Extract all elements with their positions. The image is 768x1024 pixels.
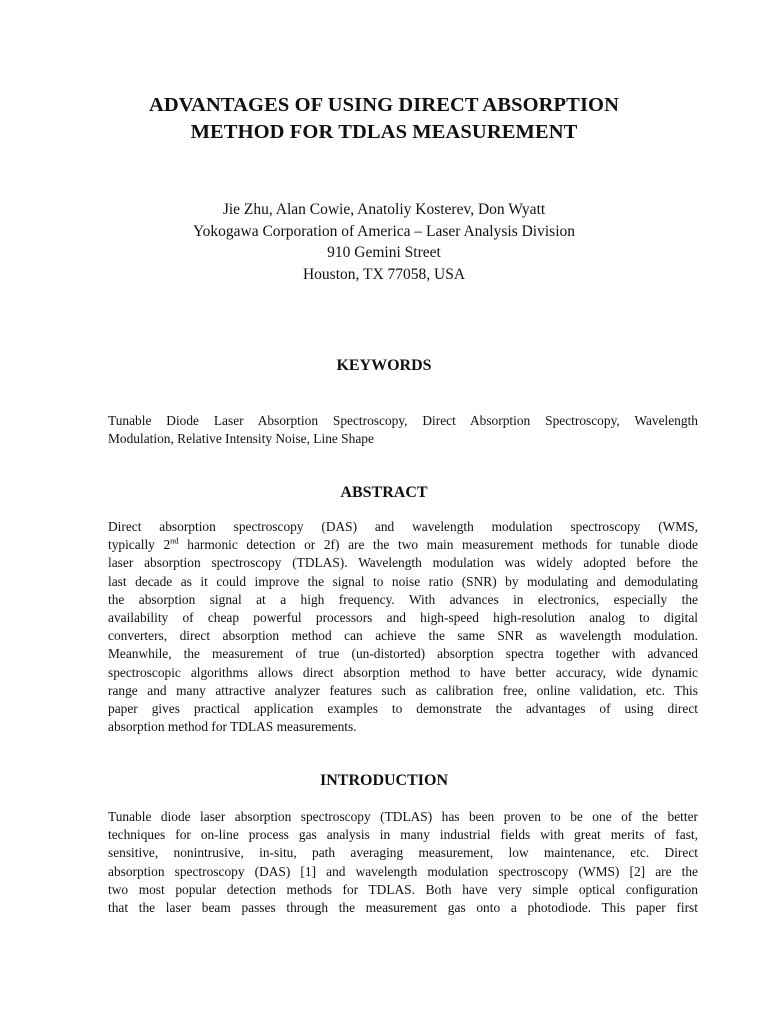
abstract-heading: ABSTRACT: [340, 484, 428, 501]
author-names: Jie Zhu, Alan Cowie, Anatoliy Kosterev, Don Wyatt: [222, 201, 546, 218]
text-line: Meanwhile, the measurement of true (un-distorted) absorption spectra together with advanced: [108, 646, 698, 662]
text-line: Modulation, Relative Intensity Noise, Line Shape: [108, 431, 374, 447]
text-line: Tunable Diode Laser Absorption Spectroscopy, Direct Absorption Spectroscopy, Wavelength: [108, 413, 698, 428]
text-line: two most popular detection methods for TDLAS. Both have very simple optical configuration: [108, 881, 698, 897]
superscript: nd: [170, 535, 179, 546]
text-line: techniques for on-line process gas analysis in many industrial fields with great merits of fast,: [108, 827, 698, 843]
text-line: Direct absorption spectroscopy (DAS) and wavelength modulation spectroscopy (WMS,: [108, 519, 698, 534]
introduction-heading: INTRODUCTION: [319, 772, 448, 789]
keywords-text: [108, 412, 698, 448]
author-affiliation: Yokogawa Corporation of America – Laser Analysis Division: [193, 222, 575, 240]
abstract-text: [108, 518, 698, 736]
text-line: sensitive, nonintrusive, in-situ, path averaging measurement, low maintenance, etc. Direct: [108, 845, 698, 861]
text-line: availability of cheap powerful processors and high-speed high-resolution analog to digital: [108, 609, 698, 625]
introduction-text: [108, 808, 698, 917]
text-line: Tunable diode laser absorption spectroscopy (TDLAS) has been proven to be one of the better: [108, 809, 698, 824]
title-line-2: METHOD FOR TDLAS MEASUREMENT: [190, 121, 578, 143]
text-line: absorption spectroscopy (DAS) [1] and wavelength modulation spectroscopy (WMS) [2] are the: [108, 863, 698, 879]
text-line: laser absorption spectroscopy (TDLAS). Wavelength modulation was widely adopted before the: [108, 555, 698, 571]
text-line: range and many attractive analyzer features such as calibration free, online validation, etc. This: [108, 682, 698, 698]
title-line-1: ADVANTAGES OF USING DIRECT ABSORPTION: [149, 94, 619, 116]
text-line: the absorption signal at a high frequency. With advances in electronics, especially the: [108, 591, 698, 607]
text-line: last decade as it could improve the signal to noise ratio (SNR) by modulating and demodulating: [108, 573, 698, 589]
text-line: that the laser beam passes through the measurement gas onto a photodiode. This paper first: [108, 899, 698, 915]
author-city: Houston, TX 77058, USA: [302, 265, 466, 283]
text-line: spectroscopic algorithms allows direct absorption method to have better accuracy, wide dynamic: [108, 664, 698, 680]
text-line: converters, direct absorption method can achieve the same SNR as wavelength modulation.: [108, 628, 698, 644]
paper-title: [60, 92, 708, 146]
author-block: [60, 199, 708, 285]
text-fragment: typically 2: [108, 537, 171, 553]
text-line: paper gives practical application examples to demonstrate the advantages of using direct: [108, 700, 698, 716]
author-street: 910 Gemini Street: [327, 244, 441, 261]
keywords-heading: KEYWORDS: [336, 357, 432, 374]
text-line: absorption method for TDLAS measurements.: [108, 719, 357, 735]
text-line-with-superscript: [108, 536, 698, 554]
text-fragment: harmonic detection or 2f) are the two main measurement methods for tunable diode: [178, 537, 698, 553]
